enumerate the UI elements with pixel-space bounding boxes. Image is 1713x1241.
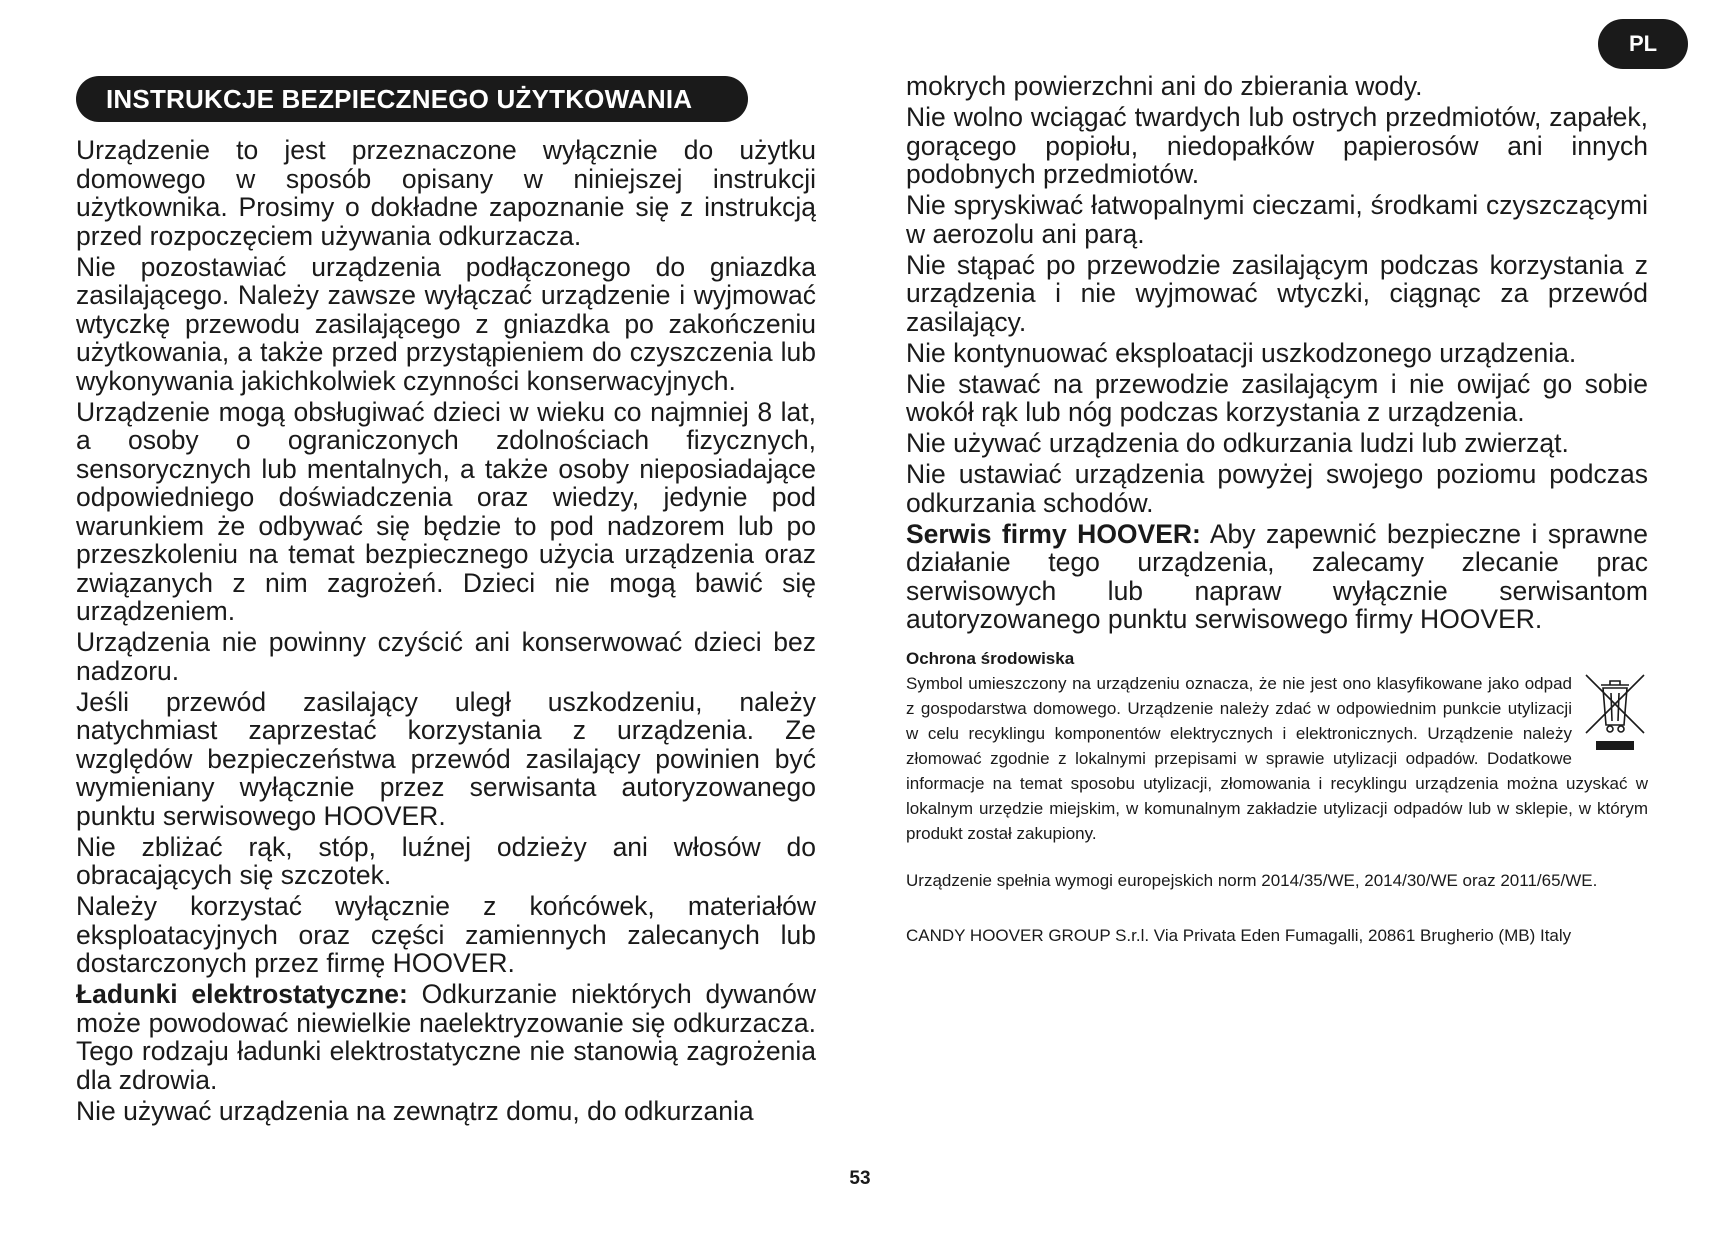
environment-section bbox=[906, 671, 1648, 846]
weee-crossed-bin-icon bbox=[1582, 671, 1648, 753]
paragraph: Należy korzystać wyłącznie z końcówek, materiałów eksploatacyjnych oraz części zamiennych zalecanych lub dostarczonych przez firmę HOOVER. bbox=[76, 891, 816, 978]
paragraph: Urządzenia nie powinny czyścić ani konserwować dzieci bez nadzoru. bbox=[76, 627, 816, 686]
paragraph-lead: Ładunki elektrostatyczne: bbox=[76, 979, 408, 1009]
left-column bbox=[76, 136, 816, 1128]
paragraph: Urządzenie mogą obsługiwać dzieci w wieku co najmniej 8 lat, a osoby o ograniczonych zdolnościach fizycznych, sensorycznych lub mentalnych, a także osoby nieposiadające odpowiedniego doświadczenia oraz wiedzy, jedynie pod warunkiem że odbywać się będzie to pod nadzorem lub po przeszkoleniu na temat bezpiecznego użycia urządzenia oraz związanych z nim zagrożeń. Dzieci nie mogą bawić się urządzeniem. bbox=[76, 396, 816, 626]
paragraph: Nie kontynuować eksploatacji uszkodzonego urządzenia. bbox=[906, 337, 1577, 368]
section-title: INSTRUKCJE BEZPIECZNEGO UŻYTKOWANIA bbox=[76, 76, 748, 122]
paragraph-text: Odkurzanie niektórych dywanów może powodować niewielkie naelektryzowanie się odkurzacza. Tego rodzaju ładunki elektrostatyczne nie stanowią zagrożenia dla zdrowia. bbox=[76, 979, 816, 1095]
paragraph: mokrych powierzchni ani do zbierania wody. bbox=[906, 71, 1423, 101]
paragraph: Nie ustawiać urządzenia powyżej swojego poziomu podczas odkurzania schodów. bbox=[906, 459, 1648, 518]
paragraph: Nie spryskiwać łatwopalnymi cieczami, środkami czyszczącymi w aerozolu ani parą. bbox=[906, 190, 1648, 249]
paragraph bbox=[906, 520, 1648, 634]
paragraph: Nie pozostawiać urządzenia podłączonego do gniazdka zasilającego. Należy zawsze wyłączać urządzenie i wyjmować wtyczkę przewodu zasilającego z gniazdka po zakończeniu użytkowania, a także przed przystąpieniem do czyszczenia lub wykonywania jakichkolwiek czynności konserwacyjnych. bbox=[76, 251, 816, 396]
compliance-text: Urządzenie spełnia wymogi europejskich norm 2014/35/WE, 2014/30/WE oraz 2011/65/WE. bbox=[906, 871, 1598, 890]
paragraph: Nie stąpać po przewodzie zasilającym podczas korzystania z urządzenia i nie wyjmować wtyczki, ciągnąc za przewód zasilający. bbox=[906, 249, 1648, 337]
paragraph-text: Aby zapewnić bezpieczne i sprawne działanie tego urządzenia, zalecamy zlecanie prac serwisowych lub napraw wyłącznie serwisantom autoryzowanego punktu serwisowego firmy HOOVER. bbox=[906, 518, 1649, 634]
paragraph-lead: Serwis firmy HOOVER: bbox=[906, 518, 1201, 549]
paragraph: Nie wolno wciągać twardych lub ostrych przedmiotów, zapałek, gorącego popiołu, niedopałków papierosów ani innych podobnych przedmiotów. bbox=[906, 102, 1648, 189]
paragraph: Nie używać urządzenia na zewnątrz domu, do odkurzania bbox=[76, 1095, 754, 1126]
paragraph: Nie stawać na przewodzie zasilającym i nie owijać go sobie wokół rąk lub nóg podczas korzystania z urządzenia. bbox=[906, 368, 1648, 427]
paragraph: Nie używać urządzenia do odkurzania ludzi lub zwierząt. bbox=[906, 428, 1569, 458]
page-number: 53 bbox=[849, 1168, 871, 1189]
environment-text: Symbol umieszczony na urządzeniu oznacza, że nie jest ono klasyfikowane jako odpad z gospodarstwa domowego. Urządzenie należy zdać w odpowiednim punkcie utylizacji w celu recyklingu komponentów elektrycznych i elektronicznych. Urządzenie należy złomować zgodnie z lokalnymi przepisami w sprawie utylizacji odpadów. Dodatkowe informacje na temat sposobu utylizacji, złomowania i recyklingu urządzenia można uzyskać w lokalnym urzędzie miejskim, w komunalnym zakładzie utylizacji odpadów lub w sklepie, w którym produkt został zakupiony. bbox=[906, 674, 1648, 843]
language-tab: PL bbox=[1598, 19, 1688, 69]
paragraph bbox=[76, 980, 816, 1094]
paragraph: Jeśli przewód zasilający uległ uszkodzeniu, należy natychmiast zaprzestać korzystania z urządzenia. Ze względów bezpieczeństwa przewód zasilający powinien być wymieniany wyłącznie przez serwisanta autoryzowanego punktu serwisowego HOOVER. bbox=[76, 686, 816, 831]
environment-heading: Ochrona środowiska bbox=[906, 649, 1075, 668]
paragraph: Nie zbliżać rąk, stóp, luźnej odzieży ani włosów do obracających się szczotek. bbox=[76, 831, 816, 890]
right-column bbox=[906, 72, 1648, 636]
paragraph: Urządzenie to jest przeznaczone wyłącznie do użytku domowego w sposób opisany w niniejszej instrukcji użytkownika. Prosimy o dokładne zapoznanie się z instrukcją przed rozpoczęciem używania odkurzacza. bbox=[76, 135, 816, 251]
manufacturer-address: CANDY HOOVER GROUP S.r.l. Via Privata Eden Fumagalli, 20861 Brugherio (MB) Italy bbox=[906, 926, 1572, 945]
